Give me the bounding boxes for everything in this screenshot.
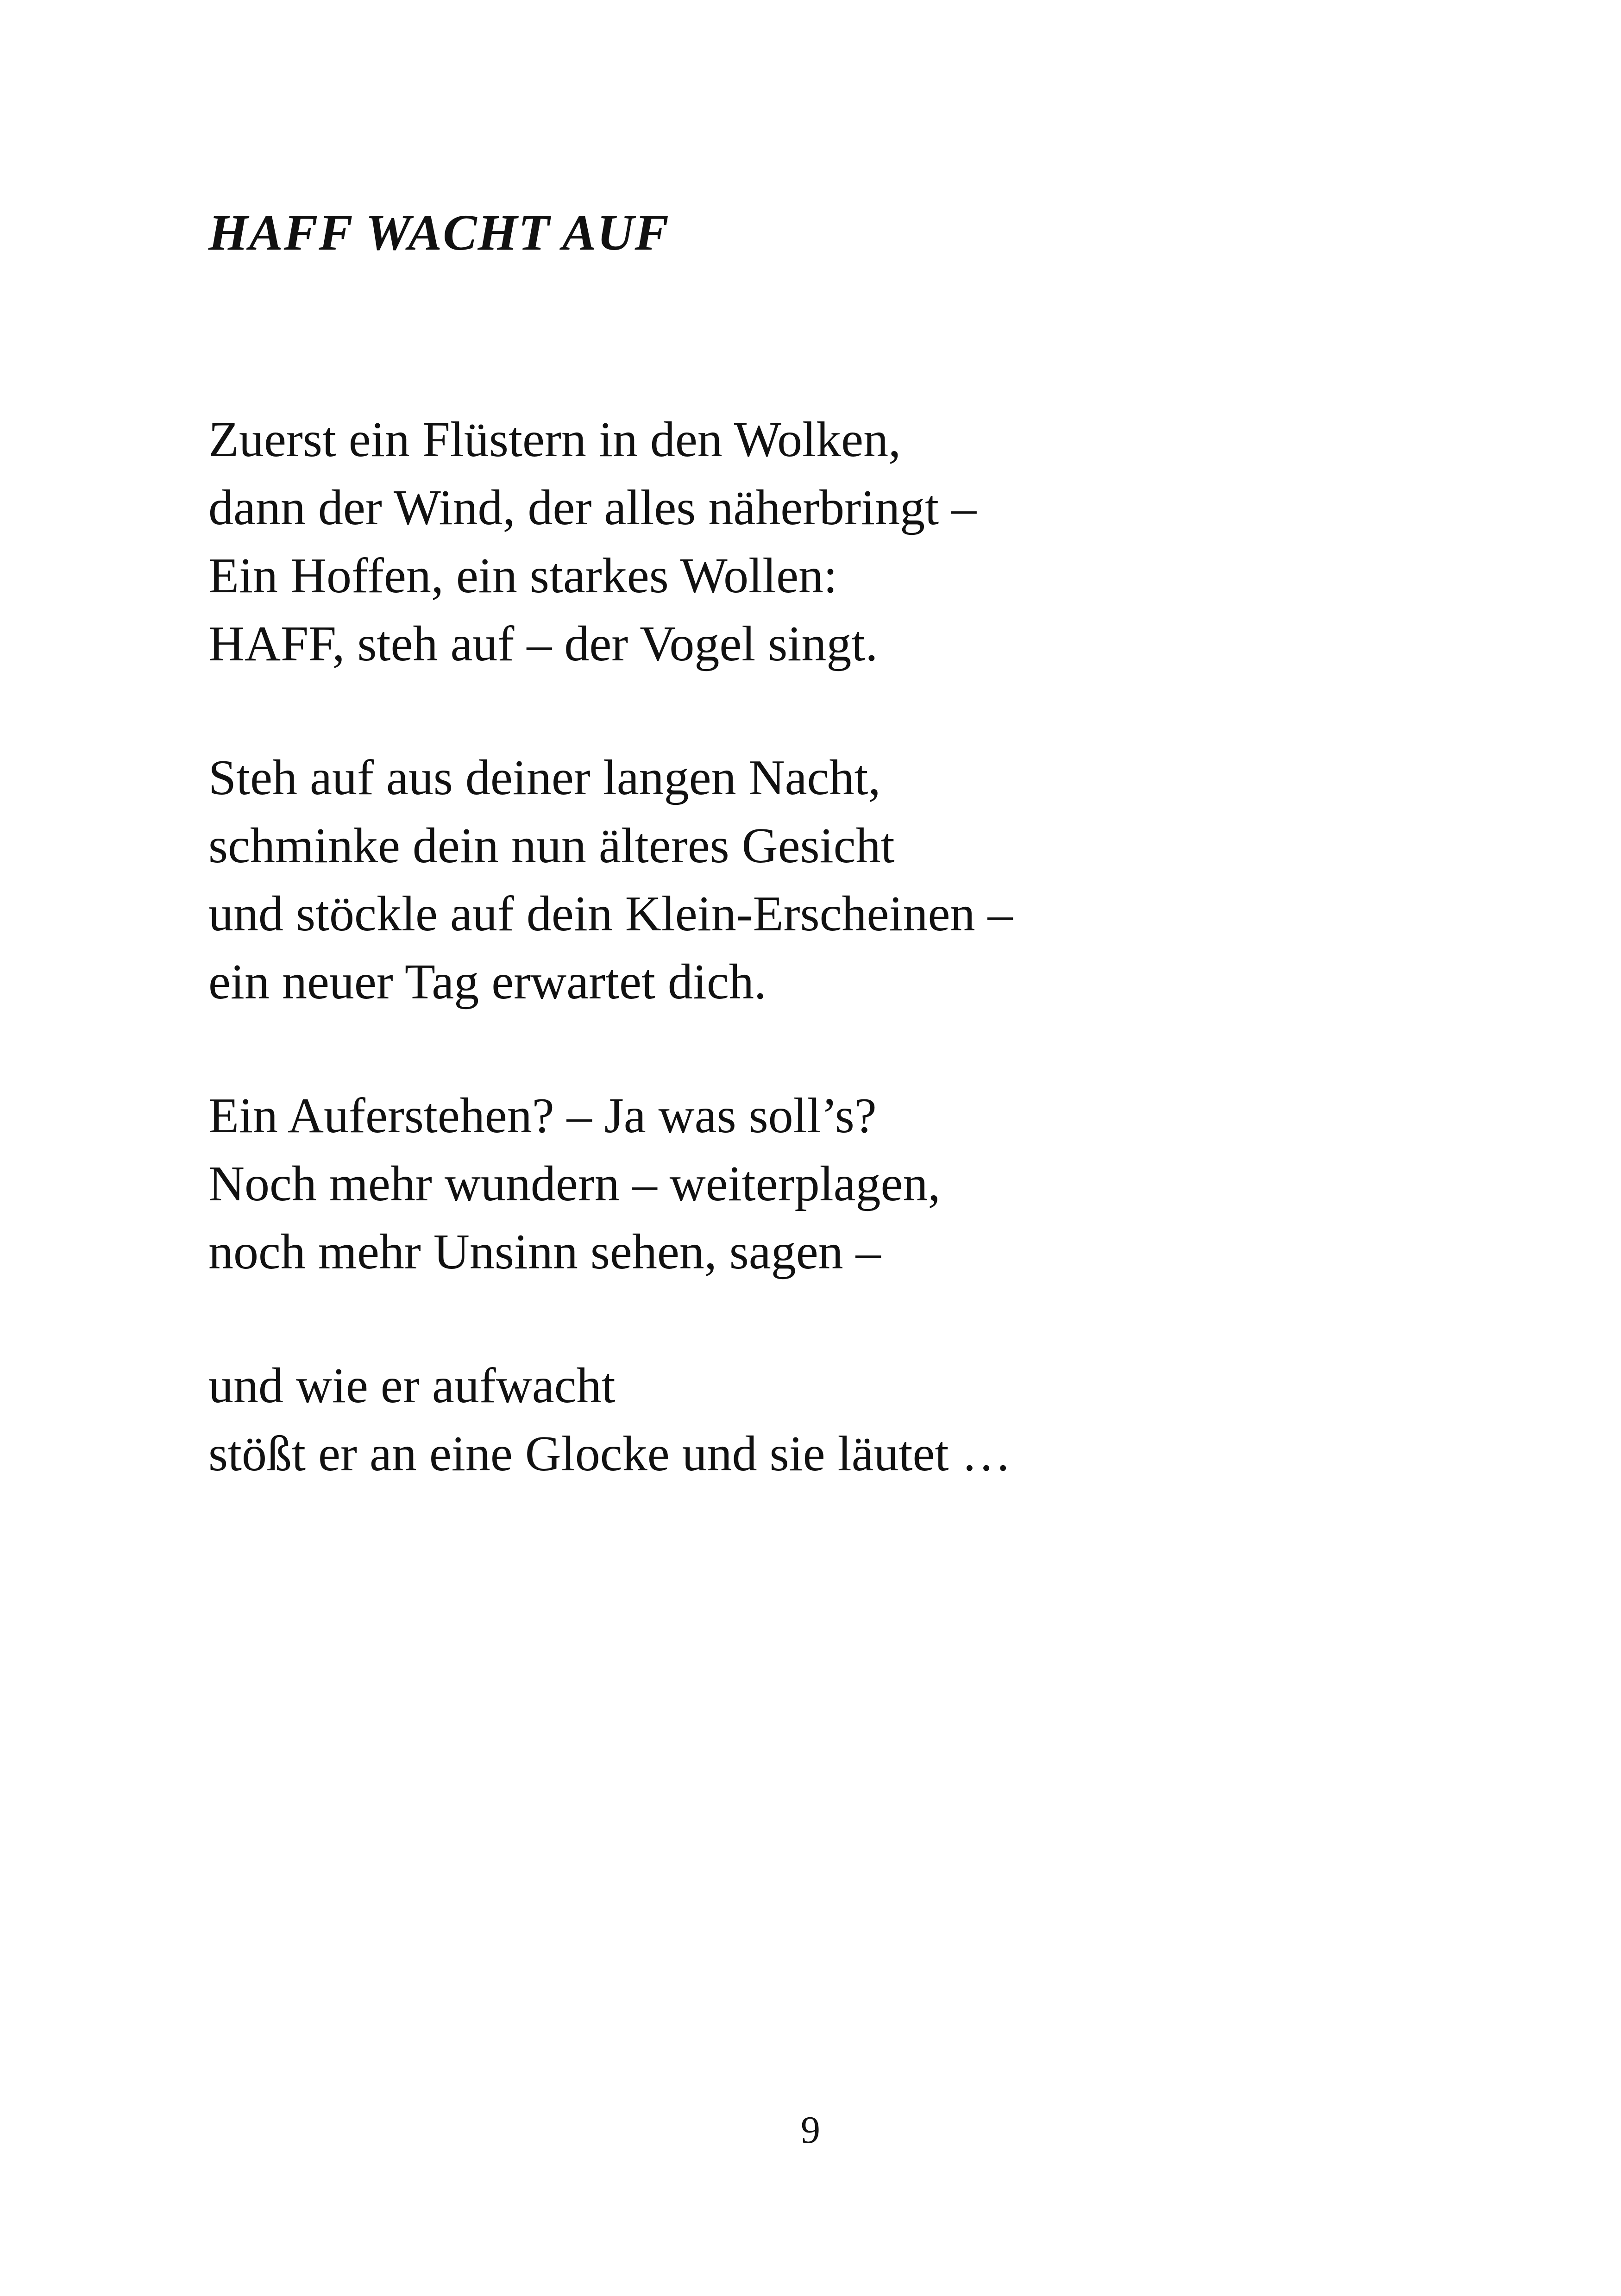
poem-line: und wie er aufwacht [208,1358,616,1413]
page-number: 9 [801,2108,820,2152]
poem-line: stößt er an eine Glocke und sie läutet … [208,1426,1012,1481]
poem-line: dann der Wind, der alles näherbringt – [208,480,977,535]
poem-line: noch mehr Unsinn sehen, sagen – [208,1224,881,1280]
poem-line: Steh auf aus deiner langen Nacht, [208,750,881,805]
poem-line: schminke dein nun älteres Gesicht [208,818,895,873]
poem-line: Zuerst ein Flüstern in den Wolken, [208,412,901,467]
poem-line: und stöckle auf dein Klein-Erscheinen – [208,886,1013,941]
poem-line: Ein Auferstehen? – Ja was soll’s? [208,1088,877,1143]
poem-title: HAFF WACHT AUF [208,204,670,261]
poem-line: ein neuer Tag erwartet dich. [208,954,767,1010]
poem-line: Noch mehr wundern – weiterplagen, [208,1156,941,1211]
poem-line: HAFF, steh auf – der Vogel singt. [208,616,878,671]
poem-line: Ein Hoffen, ein starkes Wollen: [208,548,838,603]
